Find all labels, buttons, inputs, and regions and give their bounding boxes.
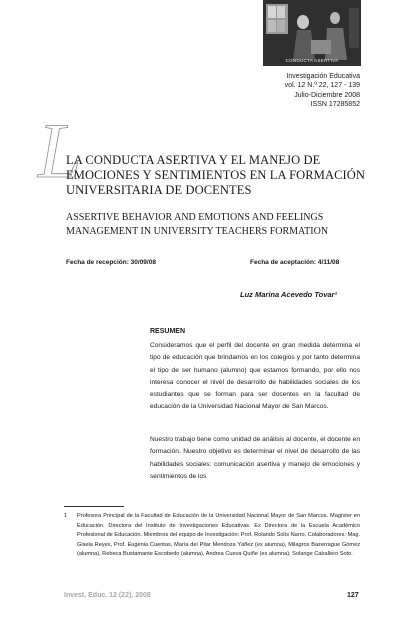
abstract-paragraph-2: Nuestro trabajo tiene como unidad de análisis al docente, el docente en formación. Nuestro objetivo es determinar el nivel de desarrollo de las habilidades sociales: comunicación asertiva y manejo de emociones y sentimientos de los [150, 436, 360, 480]
journal-info [270, 72, 360, 109]
footnote-text: Profesora Principal de la Facultad de Educación de la Universidad Nacional Mayor de San Marcos. Magíster en Educación. Directora del Instituto de Investigaciones Educativas. Ex Directora de la Escuela Académico Profesional de Educación. Miembros del equipo de Investigación: Prof. Rolando Solís Narro. Colaboradores: Mag. Gisela Reyes, Prof. Eugenia Cuentas, María del Pilar Mendoza Yáñez (ex alumna), Milagros Bazerrague Gómez (alumna), Rebeca Bustamante Escobedo (alumna), Andrea Cueva Quiñe (ex alumna), Solange Caballero Soto. [77, 513, 360, 558]
footnote-number: 1 [64, 513, 68, 519]
footnote [64, 512, 360, 560]
abstract-paragraph-1: Consideramos que el perfil del docente en gran medida determina el tipo de educación que brindamos en los colegios y por tanto determina el tipo de ser humano (alumno) que estamos formando, por ello nos interesa conocer el nivel de desarrollo de habilidades sociales de los estudiantes que se forman para ser docentes en la facultad de educación de la Universidad Nacional Mayor de San Marcos. [150, 342, 360, 411]
title-en-line-1: ASSERTIVE BEHAVIOR AND EMOTIONS AND FEELINGS [66, 212, 324, 223]
title-en-line-2: MANAGEMENT IN UNIVERSITY TEACHERS FORMATION [66, 226, 329, 237]
title-es-line-2: EMOCIONES Y SENTIMIENTOS EN LA FORMACIÓN [66, 168, 366, 182]
footer-journal-citation: Invest. Educ. 12 (22), 2008 [64, 592, 151, 599]
page-number: 127 [347, 592, 359, 599]
title-es-line-3: UNIVERSITARIA DE DOCENTES [66, 183, 252, 197]
decorative-initial-letter: L [38, 107, 82, 194]
journal-volume: vol. 12 N.º 22, 127 - 139 [284, 82, 360, 90]
article-title-english [66, 211, 366, 239]
title-es-line-1: LA CONDUCTA ASERTIVA Y EL MANEJO DE [66, 153, 321, 167]
footnote-divider [64, 506, 124, 507]
author-name: Luz Marina Acevedo Tovar¹ [240, 290, 337, 299]
article-title-spanish [66, 153, 366, 198]
accepted-date: Fecha de aceptación: 4/11/08 [250, 259, 340, 266]
journal-period: Julio-Diciembre 2008 [294, 91, 360, 99]
journal-issn: ISSN 17285852 [310, 100, 360, 108]
journal-name: Investigación Educativa [286, 73, 360, 80]
received-date: Fecha de recepción: 30/09/08 [66, 259, 156, 266]
painting-illustration [263, 0, 361, 66]
header-image-caption: CONDUCTA ASERTIVA [285, 58, 339, 63]
header-painting-image [263, 0, 361, 66]
abstract-heading: RESUMEN [150, 328, 186, 335]
